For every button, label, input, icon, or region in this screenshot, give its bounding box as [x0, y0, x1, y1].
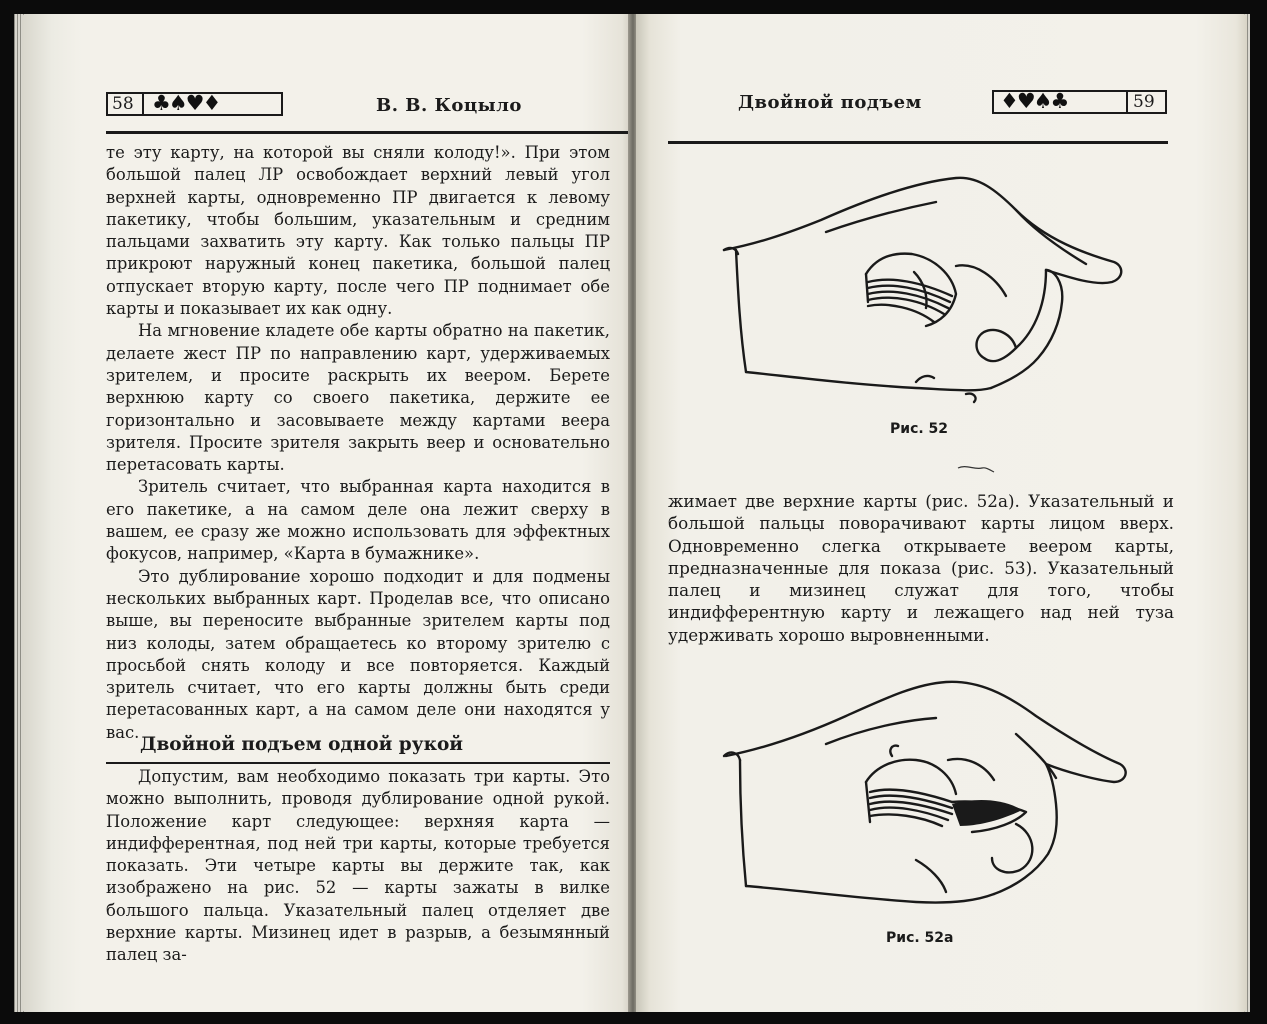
- page-number: 59: [1133, 92, 1155, 112]
- hand-holding-cards-illustration: [716, 162, 1136, 412]
- figure-caption: Рис. 52а: [886, 930, 954, 946]
- right-page-header: [668, 89, 1168, 132]
- section-heading: Двойной подъем одной рукой: [140, 734, 464, 755]
- section-rule: [106, 762, 610, 764]
- paragraph: Зритель считает, что выбранная карта находится в его пакетике, а на самом деле она лежит сверху в вашем, ее сразу же можно использовать для эффектных фокусов, например, «Карта в бумажнике».: [106, 477, 610, 564]
- paragraph: На мгновение кладете обе карты обратно на пакетик, делаете жест ПР по направлению карт, удерживаемых зрителем, и просите раскрыть их веером. Берете верхнюю карту со своего пакетика, держите ее горизонтально и засовываете между картами веера зрителя. Просите зрителя закрыть веер и основательно перетасовать карты.: [106, 321, 610, 475]
- header-rule: [668, 141, 1168, 144]
- page-number: 58: [112, 94, 134, 114]
- right-book-page: [636, 14, 1247, 1012]
- paragraph: Это дублирование хорошо подходит и для подмены нескольких выбранных карт. Проделав все, что описано выше, вы переносите выбранные зрителем карты под низ колоды, затем обращаетесь ко второму зрителю с просьбой снять колоду и все повторяется. Каждый зритель считает, что его карты должны быть среди перетасованных карт, а на самом деле они находятся у вас.: [106, 566, 610, 742]
- running-head-author: В. В. Коцыло: [376, 95, 522, 116]
- paragraph: жимает две верхние карты (рис. 52а). Указательный и большой пальцы поворачивают карты лицом вверх. Одновременно слегка открываете веером карты, предназначенные для показа (рис. 53). Указательный палец и мизинец служат для того, чтобы индифферентную карту и лежащего над ней туза удерживать хорошо выровненными.: [668, 491, 1174, 645]
- running-head-title: Двойной подъем: [738, 92, 922, 113]
- card-suits-ornament: ♣♠♥♦: [152, 91, 220, 115]
- paragraph: Допустим, вам необходимо показать три карты. Это можно выполнить, проводя дублирование одной рукой. Положение карт следующее: верхняя карта — индифферентная, под ней три карты, которые требуется показать. Эти четыре карты вы держите так, как изображено на рис. 52 — карты зажаты в вилке большого пальца. Указательный палец отделяет две верхние карты. Мизинец идет в разрыв, а безымянный палец за-: [106, 767, 610, 965]
- hand-fanning-cards-illustration: [716, 664, 1136, 914]
- card-suits-ornament: ♦♥♠♣: [1000, 89, 1068, 113]
- right-page-text: [668, 490, 1174, 646]
- left-book-page: [22, 14, 632, 1012]
- pencil-mark: [956, 462, 996, 476]
- figure-caption: Рис. 52: [890, 421, 949, 437]
- paragraph: те эту карту, на которой вы сняли колоду!». При этом большой палец ЛР освобождает верхний левый угол верхней карты, одновременно ПР двигается к левому пакетику, чтобы большим, указательным и средним пальцами захватить эту карту. Как только пальцы ПР прикроют наружный конец пакетика, большой палец отпускает вторую карту, после чего ПР поднимает обе карты и показывает их как одну.: [106, 143, 610, 319]
- left-page-text: [106, 142, 610, 744]
- header-rule: [106, 131, 632, 134]
- section-text: [106, 766, 610, 967]
- left-page-header: [106, 92, 632, 132]
